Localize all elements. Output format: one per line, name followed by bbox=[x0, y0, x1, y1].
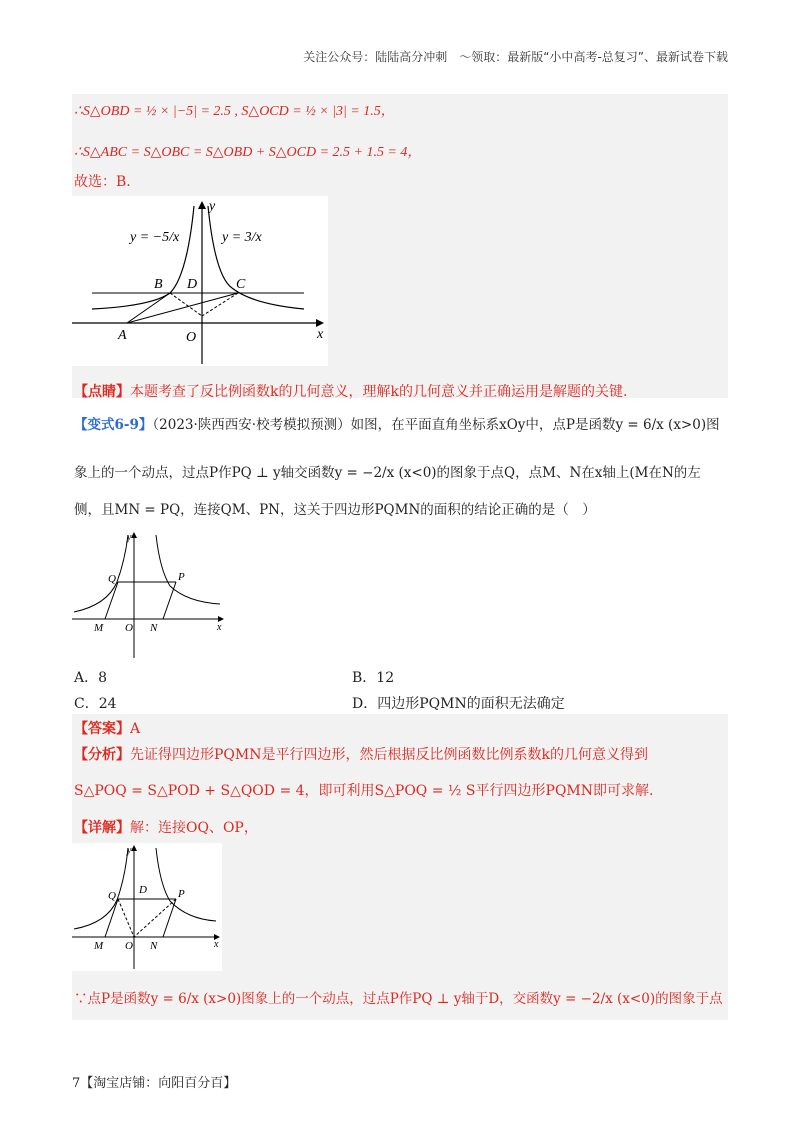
segment-qm bbox=[105, 582, 118, 619]
x-axis-label: x bbox=[214, 939, 219, 950]
figure-2-svg bbox=[72, 530, 226, 660]
figure-hyperbolas-abc bbox=[72, 196, 328, 366]
y-axis-arrow bbox=[131, 845, 137, 851]
point-n-label: N bbox=[150, 622, 158, 634]
segment-pn bbox=[163, 899, 176, 937]
point-b-label: B bbox=[154, 277, 163, 292]
solution-line-2 bbox=[74, 141, 421, 164]
point-d-label: D bbox=[139, 884, 147, 896]
solution-line-2-text: ∴S△ABC = S△OBC = S△OBD + S△OCD = 2.5 + 1.5 = 4， bbox=[74, 145, 422, 160]
point-a-label: A bbox=[118, 328, 127, 343]
y-axis-label: y bbox=[127, 845, 132, 856]
comment-line bbox=[74, 381, 627, 403]
x-axis-label: x bbox=[217, 622, 222, 633]
problem-tag: 【变式6-9】 bbox=[74, 417, 153, 433]
figure-parallelogram bbox=[72, 530, 226, 660]
origin-label: O bbox=[125, 622, 133, 634]
answer-line bbox=[74, 718, 140, 740]
origin-label: O bbox=[125, 940, 133, 952]
detail-text-1: 解：连接OQ、OP， bbox=[130, 820, 258, 836]
detail-line-1 bbox=[74, 817, 258, 839]
origin-label: O bbox=[186, 330, 197, 345]
point-p-label: P bbox=[178, 571, 185, 583]
solution-line-1 bbox=[74, 100, 395, 123]
analysis-line-2: S△POQ = S△POD + S△QOD = 4，即可利用S△POQ = ½ S平行四边形PQMN即可求解. bbox=[74, 783, 654, 799]
point-m-label: M bbox=[94, 940, 104, 952]
problem-line-3: 侧，且MN = PQ，连接QM、PN，这关于四边形PQMN的面积的结论正确的是（ ） bbox=[74, 502, 596, 518]
analysis-line-1 bbox=[74, 744, 648, 766]
analysis-tag: 【分析】 bbox=[74, 747, 130, 763]
eq-left-label: y = −5/x bbox=[130, 230, 180, 245]
point-m-label: M bbox=[94, 622, 104, 634]
problem-line-2: 象上的一个动点，过点P作PQ ⊥ y轴交函数y = −2/x (x<0)的图象于点Q，点M、N在x轴上(M在N的左 bbox=[74, 465, 701, 481]
problem-line-1-text: 如图，在平面直角坐标系xOy中，点P是函数y = 6/x (x>0)图 bbox=[350, 417, 720, 433]
curve-right bbox=[156, 535, 220, 604]
detail-line-2: ∵点P是函数y = 6/x (x>0)图象上的一个动点，过点P作PQ ⊥ y轴于D，交函数y = −2/x (x<0)的图象于点 bbox=[74, 991, 723, 1007]
segment-ac bbox=[127, 293, 238, 323]
comment-tag: 【点睛】 bbox=[74, 384, 130, 400]
detail-tag: 【详解】 bbox=[74, 820, 130, 836]
figure-detail bbox=[72, 843, 222, 971]
problem-source: （2023·陕西西安·校考模拟预测） bbox=[152, 417, 351, 433]
figure-1-svg bbox=[72, 196, 328, 366]
page-header: 关注公众号：陆陆高分冲刺 〜领取：最新版“小中高考-总复习”、最新试卷下载 bbox=[303, 50, 728, 64]
answer-tag: 【答案】 bbox=[74, 721, 130, 737]
segment-ab bbox=[127, 293, 170, 323]
curve-right bbox=[156, 848, 216, 921]
point-n-label: N bbox=[150, 940, 158, 952]
curve-left bbox=[92, 206, 194, 309]
y-axis-label: y bbox=[127, 532, 132, 543]
option-a: A．8 bbox=[74, 670, 108, 686]
option-d: D．四边形PQMN的面积无法确定 bbox=[352, 696, 565, 712]
eq-right-label: y = 3/x bbox=[222, 230, 262, 245]
solution-line-1-text: ∴S△OBD = ½ × |−5| = 2.5 , S△OCD = ½ × |3| = 1.5， bbox=[74, 104, 395, 119]
option-c: C．24 bbox=[74, 696, 117, 712]
comment-text: 本题考查了反比例函数k的几何意义，理解k的几何意义并正确运用是解题的关键. bbox=[130, 384, 628, 400]
option-b: B．12 bbox=[352, 670, 395, 686]
point-p-label: P bbox=[178, 888, 185, 900]
curve-right bbox=[208, 206, 304, 309]
point-c-label: C bbox=[236, 277, 246, 292]
y-axis-arrow bbox=[198, 201, 206, 209]
segment-pn bbox=[163, 582, 176, 619]
x-axis-arrow bbox=[316, 319, 324, 327]
x-axis-label: x bbox=[317, 327, 324, 342]
answer-value: A bbox=[130, 721, 141, 737]
curve-left bbox=[74, 535, 128, 612]
point-d-label: D bbox=[187, 277, 198, 292]
y-axis-arrow bbox=[131, 532, 137, 538]
segment-oq bbox=[118, 899, 134, 937]
y-axis-label: y bbox=[209, 199, 216, 214]
point-q-label: Q bbox=[108, 890, 116, 902]
page-footer: 7【淘宝店铺：向阳百分百】 bbox=[72, 1076, 237, 1091]
solution-choice: 故选：B. bbox=[74, 174, 131, 190]
figure-3-svg bbox=[72, 843, 222, 971]
segment-qm bbox=[105, 899, 118, 937]
point-q-label: Q bbox=[108, 573, 116, 585]
problem-line-1 bbox=[74, 414, 720, 436]
curve-left bbox=[74, 848, 128, 929]
analysis-text-1: 先证得四边形PQMN是平行四边形，然后根据反比例函数比例系数k的几何意义得到 bbox=[130, 747, 648, 763]
segment-co bbox=[202, 293, 238, 316]
